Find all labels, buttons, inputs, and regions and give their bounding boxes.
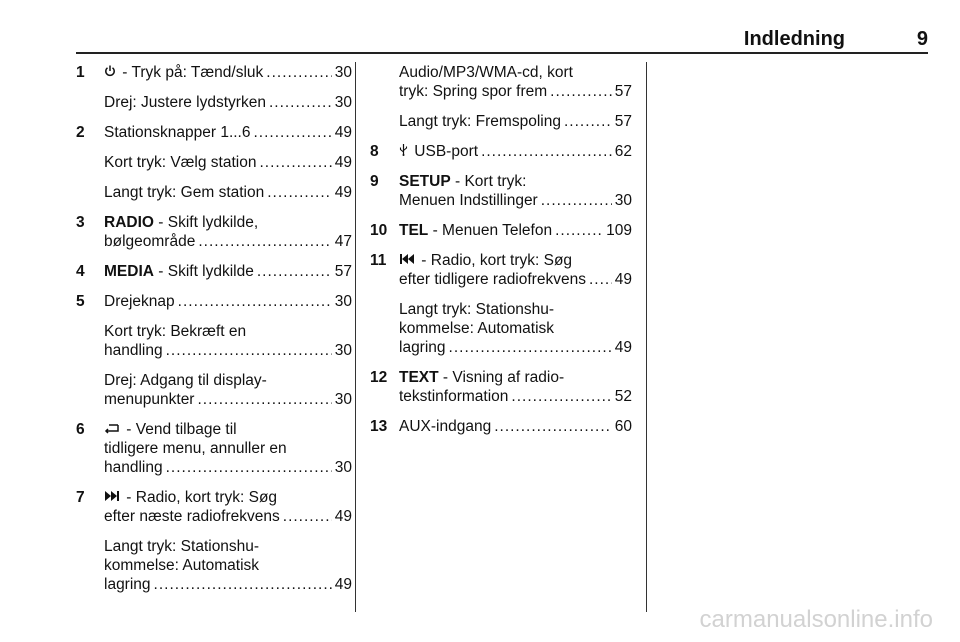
item-7-sub	[76, 537, 352, 594]
page-ref[interactable]: 49	[334, 508, 352, 525]
page-ref[interactable]: 49	[334, 154, 352, 171]
item-text: - Radio, kort tryk: Søg	[417, 252, 573, 269]
item-text: Langt tryk: Stationshu-	[104, 538, 260, 555]
item-number: 6	[76, 421, 85, 438]
dot-leader	[197, 390, 331, 409]
item-text: Langt tryk: Fremspoling	[399, 113, 561, 130]
item-text: - Vend tilbage til	[122, 421, 237, 438]
item-text: menupunkter	[104, 391, 195, 408]
item-text: lagring	[399, 339, 446, 356]
item-5-sub	[76, 322, 352, 360]
item-number: 11	[370, 252, 387, 269]
item-text: AUX-indgang	[399, 418, 492, 435]
item-text: handling	[104, 459, 163, 476]
dot-leader	[283, 507, 332, 526]
item-text: Drej: Justere lydstyrken	[104, 94, 266, 111]
item-number: 8	[370, 143, 379, 160]
page-ref[interactable]: 62	[614, 143, 632, 160]
power-icon	[104, 63, 116, 82]
page-ref[interactable]: 30	[334, 459, 352, 476]
left-column	[76, 63, 352, 605]
item-text: Langt tryk: Gem station	[104, 184, 265, 201]
item-7-continued-sub	[370, 112, 632, 131]
keyword: RADIO	[104, 214, 154, 231]
column-divider-2	[646, 62, 647, 612]
page-ref[interactable]: 30	[334, 94, 352, 111]
item-4	[76, 262, 352, 281]
header-divider	[76, 52, 928, 54]
item-text: - Skift lydkilde	[153, 263, 254, 280]
item-text: kommelse: Automatisk	[399, 320, 555, 337]
item-text: Drej: Adgang til display-	[104, 372, 267, 389]
item-text: Kort tryk: Vælg station	[104, 154, 257, 171]
dot-leader	[259, 153, 331, 172]
page-ref[interactable]: 47	[334, 233, 352, 250]
dot-leader	[589, 270, 612, 289]
item-text: kommelse: Automatisk	[104, 557, 260, 574]
item-text: Audio/MP3/WMA-cd, kort	[399, 64, 573, 81]
item-3	[76, 213, 352, 251]
item-13	[370, 417, 632, 436]
dot-leader	[198, 232, 331, 251]
page-ref[interactable]: 57	[614, 83, 632, 100]
skip-forward-icon	[104, 488, 120, 507]
item-text: Kort tryk: Bekræft en	[104, 323, 247, 340]
item-5-sub	[76, 371, 352, 409]
dot-leader	[541, 191, 612, 210]
watermark: carmanualsonline.info	[699, 606, 933, 633]
dot-leader	[511, 387, 611, 406]
dot-leader	[266, 63, 331, 82]
skip-back-icon	[399, 251, 415, 270]
item-10	[370, 221, 632, 240]
item-text: Drejeknap	[104, 293, 175, 310]
page-ref[interactable]: 30	[334, 64, 352, 81]
item-9	[370, 172, 632, 210]
item-text: efter tidligere radiofrekvens	[399, 271, 586, 288]
keyword: TEL	[399, 222, 429, 239]
page-ref[interactable]: 30	[614, 192, 632, 209]
dot-leader	[481, 142, 612, 161]
dot-leader	[154, 575, 332, 594]
item-number: 5	[76, 293, 85, 310]
item-text: USB-port	[410, 143, 479, 160]
page-ref[interactable]: 49	[614, 339, 632, 356]
item-text: Stationsknapper 1...6	[104, 124, 251, 141]
keyword: SETUP	[399, 173, 451, 190]
page-ref[interactable]: 30	[334, 342, 352, 359]
page-ref[interactable]: 30	[334, 293, 352, 310]
page-ref[interactable]: 49	[334, 184, 352, 201]
page-ref[interactable]: 52	[614, 388, 632, 405]
item-1	[76, 63, 352, 82]
item-text: - Menuen Telefon	[428, 222, 553, 239]
item-11-sub	[370, 300, 632, 357]
item-5	[76, 292, 352, 311]
page-ref[interactable]: 57	[334, 263, 352, 280]
page-number: 9	[916, 28, 928, 50]
item-text: Menuen Indstillinger	[399, 192, 538, 209]
usb-icon	[399, 142, 408, 161]
back-arrow-icon	[104, 420, 120, 439]
item-text: tidligere menu, annuller en	[104, 440, 287, 457]
dot-leader	[555, 221, 603, 240]
item-12	[370, 368, 632, 406]
item-text: bølgeområde	[104, 233, 196, 250]
page-ref[interactable]: 60	[614, 418, 632, 435]
item-text: handling	[104, 342, 163, 359]
item-number: 3	[76, 214, 85, 231]
item-text: efter næste radiofrekvens	[104, 508, 280, 525]
page-header-title: Indledning	[743, 28, 845, 50]
item-number: 4	[76, 263, 85, 280]
item-6	[76, 420, 352, 477]
item-number: 1	[76, 64, 85, 81]
dot-leader	[254, 123, 332, 142]
item-7-continued	[370, 63, 632, 101]
page-ref[interactable]: 57	[614, 113, 632, 130]
item-2-sub	[76, 153, 352, 172]
item-number: 2	[76, 124, 85, 141]
column-divider-1	[355, 62, 356, 612]
dot-leader	[257, 262, 332, 281]
page-ref[interactable]: 49	[334, 576, 352, 593]
item-text: - Radio, kort tryk: Søg	[122, 489, 278, 506]
page-ref[interactable]: 109	[606, 222, 632, 239]
keyword: TEXT	[399, 369, 439, 386]
page-ref[interactable]: 49	[334, 124, 352, 141]
item-text: lagring	[104, 576, 151, 593]
item-number: 7	[76, 489, 85, 506]
dot-leader	[564, 112, 612, 131]
dot-leader	[267, 183, 332, 202]
dot-leader	[178, 292, 332, 311]
item-7	[76, 488, 352, 526]
item-1-sub	[76, 93, 352, 112]
dot-leader	[166, 341, 332, 360]
item-text: - Visning af radio-	[438, 369, 565, 386]
item-text: Langt tryk: Stationshu-	[399, 301, 555, 318]
page-ref[interactable]: 30	[334, 391, 352, 408]
item-11	[370, 251, 632, 289]
item-8	[370, 142, 632, 161]
item-2-sub	[76, 183, 352, 202]
dot-leader	[269, 93, 332, 112]
keyword: MEDIA	[104, 263, 154, 280]
item-number: 9	[370, 173, 379, 190]
item-2	[76, 123, 352, 142]
item-text: - Tryk på: Tænd/sluk	[118, 64, 264, 81]
dot-leader	[494, 417, 612, 436]
item-text: - Kort tryk:	[450, 173, 527, 190]
right-column	[370, 63, 632, 447]
item-number: 12	[370, 369, 388, 386]
item-number: 10	[370, 222, 388, 239]
dot-leader	[449, 338, 612, 357]
item-text: tryk: Spring spor frem	[399, 83, 548, 100]
item-text: - Skift lydkilde,	[153, 214, 259, 231]
page-ref[interactable]: 49	[614, 271, 632, 288]
item-number: 13	[370, 418, 388, 435]
dot-leader	[550, 82, 612, 101]
item-text: tekstinformation	[399, 388, 509, 405]
dot-leader	[166, 458, 332, 477]
